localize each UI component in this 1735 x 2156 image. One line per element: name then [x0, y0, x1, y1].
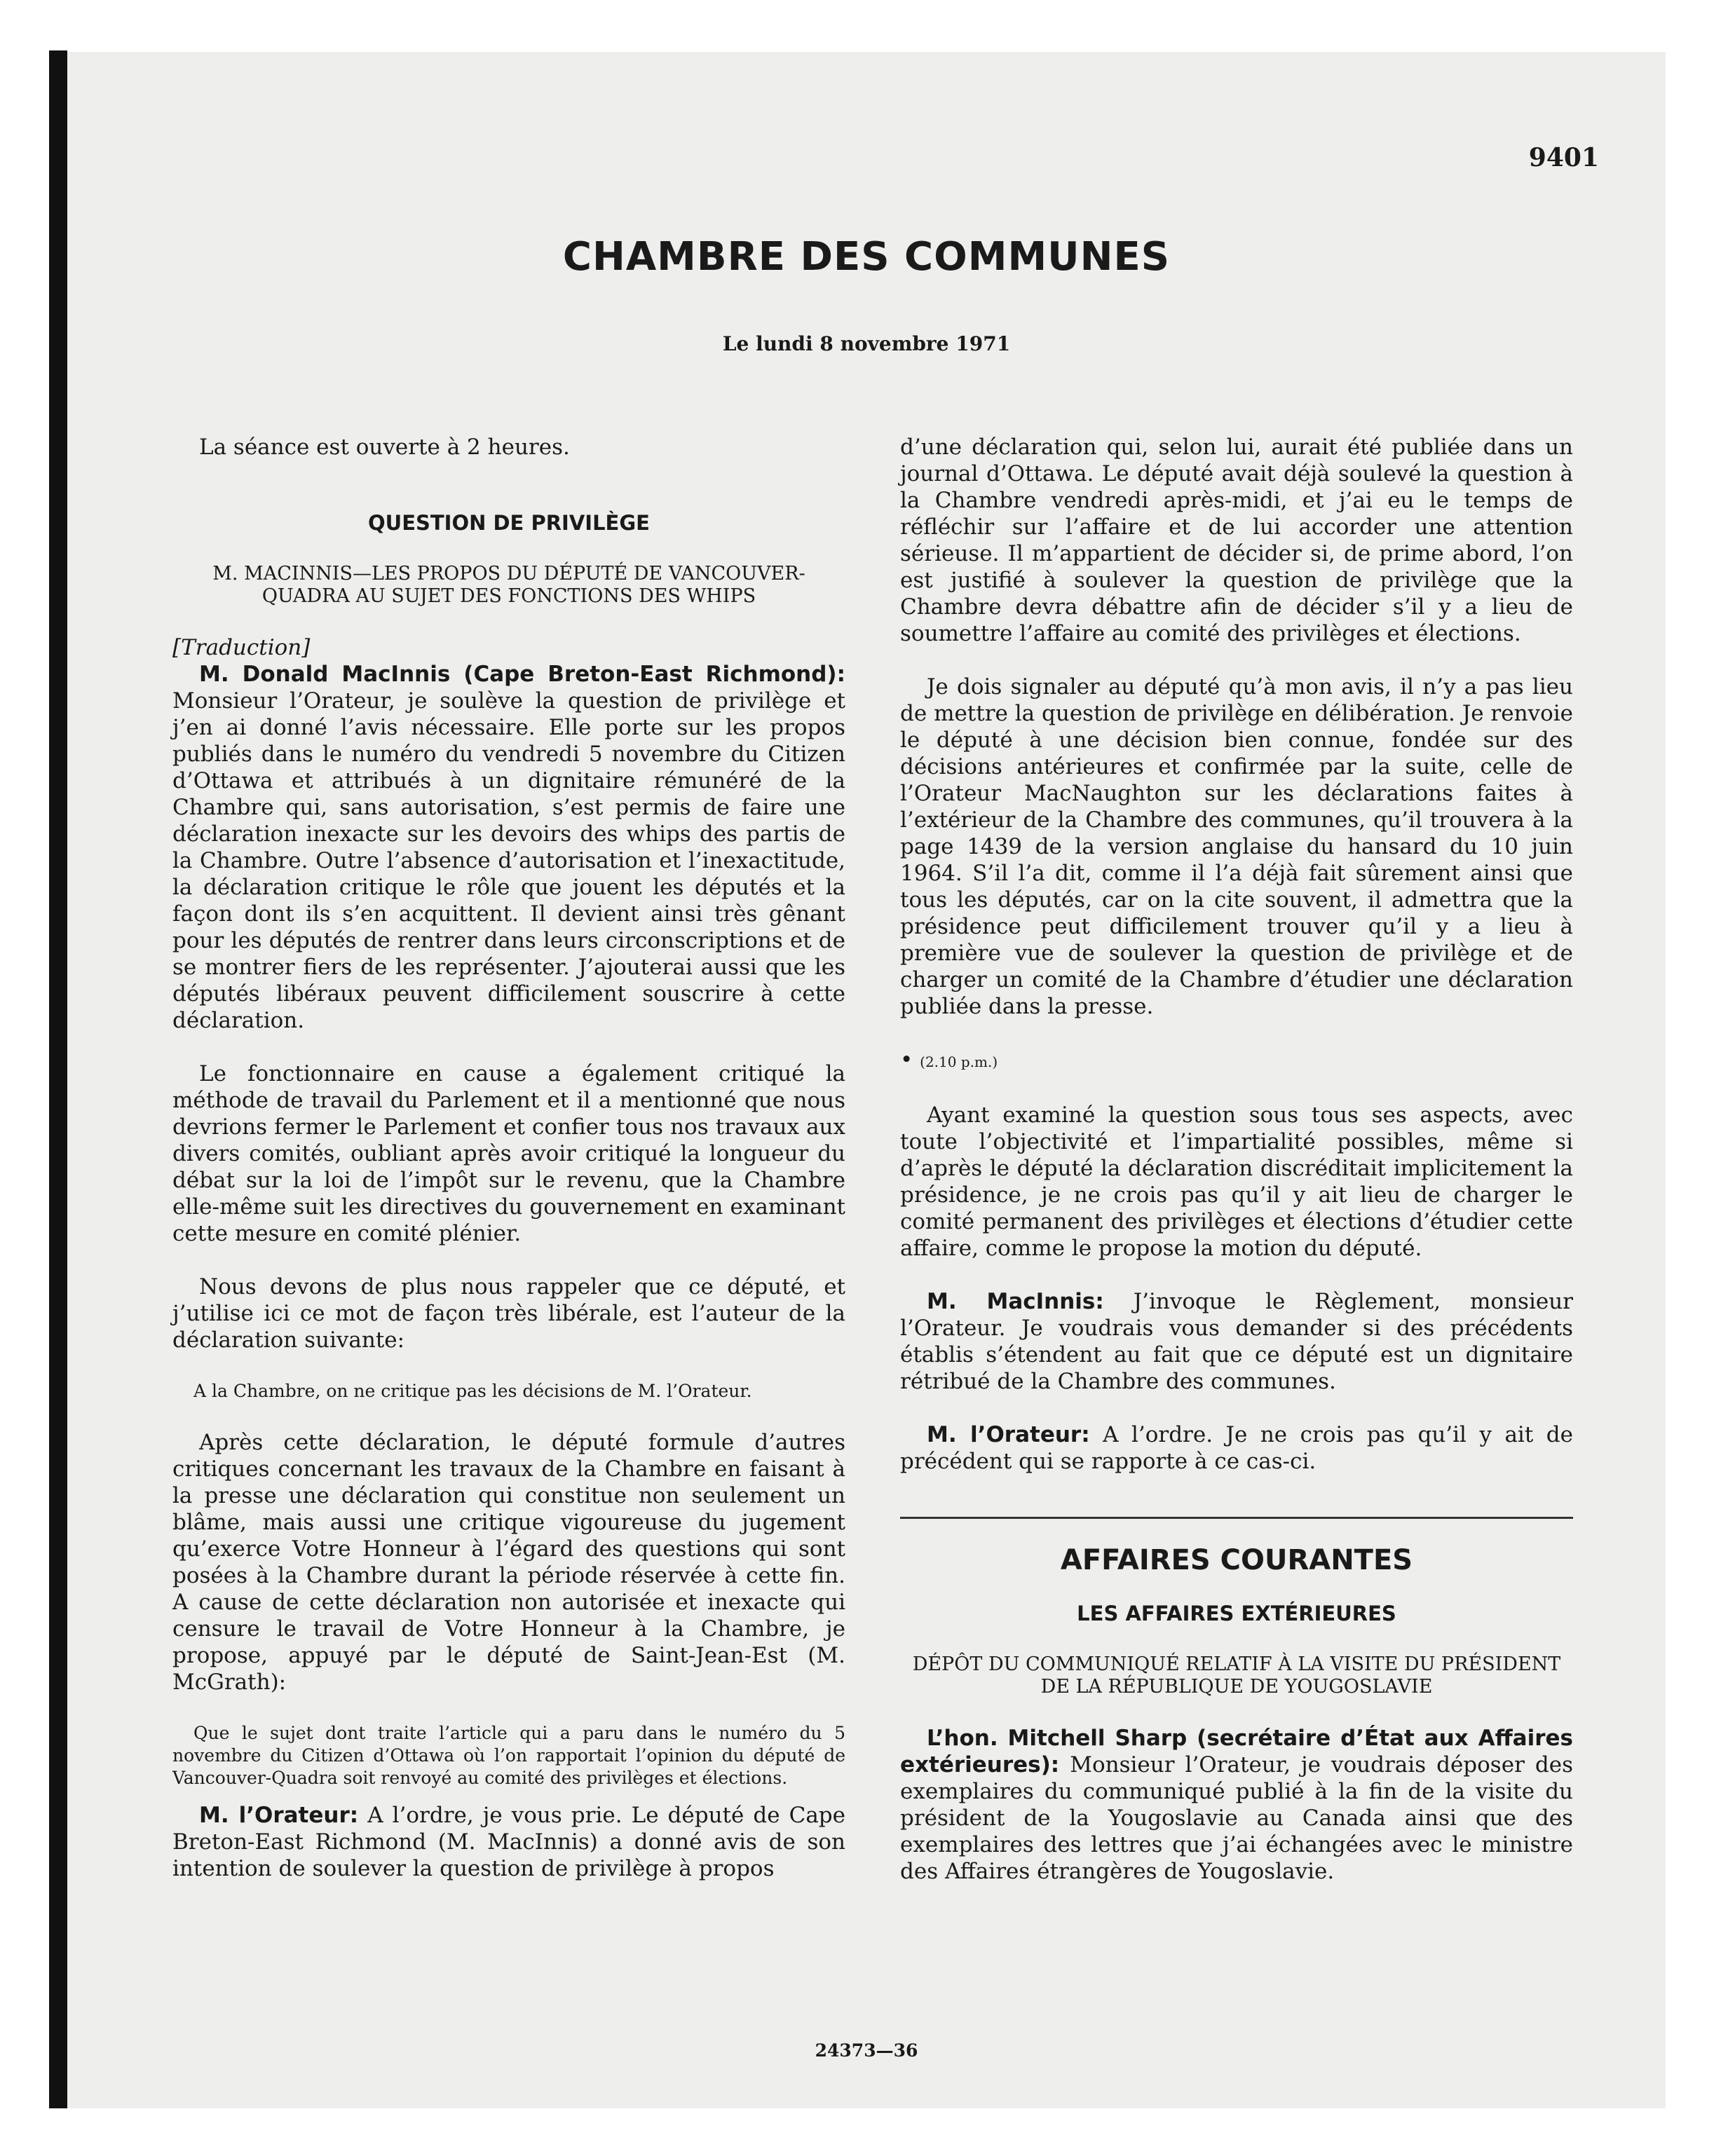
paragraph: A l’ordre, je vous prie. Le député de Cape Breton-East Richmond (M. MacInnis) a donné avis de son intention de soulever la question de privilège à propos [172, 1803, 845, 1881]
paragraph: Monsieur l’Orateur, je voudrais déposer des exemplaires du communiqué publié à la fin de la visite du président de la Yougoslavie au Canada ainsi que des exemplaires des lettres que j’ai échangées avec le ministre des Affaires étrangères de Yougoslavie. [900, 1752, 1573, 1884]
session-date: Le lundi 8 novembre 1971 [722, 332, 1011, 355]
scan-edge [49, 50, 67, 2108]
paragraph: A l’ordre. Je ne crois pas qu’il y ait de précédent qui se rapporte à ce cas-ci. [900, 1422, 1573, 1474]
speaker-name: M. l’Orateur: [199, 1803, 359, 1828]
paragraph: Monsieur l’Orateur, je soulève la question de privilège et j’en ai donné l’avis nécessaire. Elle porte sur les propos publiés dans le numéro du vendredi 5 novembre du Citizen d’Ottawa et attribués à un dignitaire rémunéré de la Chambre qui, sans autorisation, s’est permis de faire une déclaration inexacte sur les devoirs des whips des partis de la Chambre. Outre l’absence d’autorisation et l’inexactitude, la déclaration critique le rôle que jouent les députés et la façon dont ils s’en acquittent. Il devient ainsi très gênant pour les députés de rentrer dans leurs circonscriptions et de se montrer fiers de les représenter. J’ajouterai aussi que les députés libéraux peuvent difficilement souscrire à cette déclaration. [172, 688, 845, 1033]
paragraph: Après cette déclaration, le député formule d’autres critiques concernant les travaux de la Chambre en faisant à la presse une déclaration qui constitue non seulement un blâme, mais aussi une critique vigoureuse du jugement qu’exerce Votre Honneur à l’égard des questions qui sont posées à la Chambre durant la période réservée à cette fin. A cause de cette déclaration non autorisée et inexacte qui censure le travail de Votre Honneur à la Chambre, je propose, appuyé par le député de Saint-Jean-Est (M. McGrath): [172, 1430, 845, 1695]
opening-line: La séance est ouverte à 2 heures. [199, 435, 570, 460]
time-stamp: (2.10 p.m.) [920, 1053, 998, 1070]
quotation: A la Chambre, on ne critique pas les décisions de M. l’Orateur. [193, 1381, 752, 1401]
speaker-name: M. l’Orateur: [927, 1422, 1090, 1447]
speaker-name: L’hon. Mitchell Sharp (secrétaire d’État aux Affaires extérieures): [900, 1726, 1573, 1778]
translation-note: [Traduction] [172, 635, 311, 660]
speaker-name: M. Donald MacInnis (Cape Breton-East Richmond): [199, 662, 845, 687]
right-column [900, 434, 1573, 1885]
paragraph: Ayant examiné la question sous tous ses aspects, avec toute l’objectivité et l’impartialité possibles, même si d’après le député la déclaration discréditait implicitement la présidence, je ne crois pas qu’il y ait lieu de charger le comité permanent des privilèges et élections d’étudier cette affaire, comme le propose la motion du député. [900, 1103, 1573, 1261]
paragraph: Je dois signaler au député qu’à mon avis, il n’y a pas lieu de mettre la question de privilège en délibération. Je renvoie le député à une décision bien connue, fondée sur des décisions antérieures et confirmée par la suite, celle de l’Orateur MacNaughton sur les déclarations faites à l’extérieur de la Chambre des communes, qu’il trouvera à la page 1439 de la version anglaise du hansard du 10 juin 1964. S’il l’a dit, comme il l’a déjà fait sûrement ainsi que tous les députés, car on la cite souvent, il admettra que la présidence peut difficilement trouver qu’il y a lieu à première vue de soulever la question de privilège et de charger un comité de la Chambre d’étudier une déclaration publiée dans la presse. [900, 674, 1573, 1019]
subsection-heading: DÉPÔT DU COMMUNIQUÉ RELATIF À LA VISITE DU PRÉSIDENT DE LA RÉPUBLIQUE DE YOUGOSLAVIE [912, 1653, 1561, 1698]
page-number: 9401 [1528, 143, 1599, 172]
subsection-heading: LES AFFAIRES EXTÉRIEURES [1077, 1602, 1396, 1625]
left-column [172, 434, 845, 1882]
page-footer-code: 24373—36 [815, 2040, 918, 2061]
paragraph: Le fonctionnaire en cause a également critiqué la méthode de travail du Parlement et il a mentionné que nous devrions fermer le Parlement et confier tous nos travaux aux divers comités, oubliant après avoir critiqué la longueur du débat sur la loi de l’impôt sur le revenu, que la Chambre elle-même suit les directives du gouvernement en examinant cette mesure en comité plénier. [172, 1061, 845, 1246]
section-heading: AFFAIRES COURANTES [1060, 1544, 1413, 1576]
page-title: CHAMBRE DES COMMUNES [562, 234, 1171, 280]
section-divider [900, 1517, 1573, 1519]
paragraph: Nous devons de plus nous rappeler que ce député, et j’utilise ici ce mot de façon très libérale, est l’auteur de la déclaration suivante: [172, 1274, 845, 1353]
speaker-name: M. MacInnis: [927, 1289, 1104, 1314]
section-heading: QUESTION DE PRIVILÈGE [368, 511, 650, 535]
subsection-heading: M. MACINNIS—LES PROPOS DU DÉPUTÉ DE VANCOUVER-QUADRA AU SUJET DES FONCTIONS DES WHIPS [212, 563, 805, 607]
paragraph: d’une déclaration qui, selon lui, aurait été publiée dans un journal d’Ottawa. Le député avait déjà soulevé la question à la Chambre vendredi après-midi, et j’ai eu le temps de réfléchir sur l’affaire et de lui accorder une attention sérieuse. Il m’appartient de décider si, de prime abord, l’on est justifié à soulever la question de privilège que la Chambre devra débattre afin de décider s’il y a lieu de soumettre l’affaire au comité des privilèges et élections. [900, 435, 1573, 646]
motion-quotation: Que le sujet dont traite l’article qui a paru dans le numéro du 5 novembre du Citizen d’Ottawa où l’on rapportait l’opinion du député de Vancouver-Quadra soit renvoyé au comité des privilèges et élections. [172, 1723, 845, 1788]
bullet-icon: • [900, 1047, 913, 1072]
document-page [67, 52, 1666, 2108]
paragraph: J’invoque le Règlement, monsieur l’Orateur. Je voudrais vous demander si des précédents établis s’étendent au fait que ce député est un dignitaire rétribué de la Chambre des communes. [900, 1289, 1573, 1394]
